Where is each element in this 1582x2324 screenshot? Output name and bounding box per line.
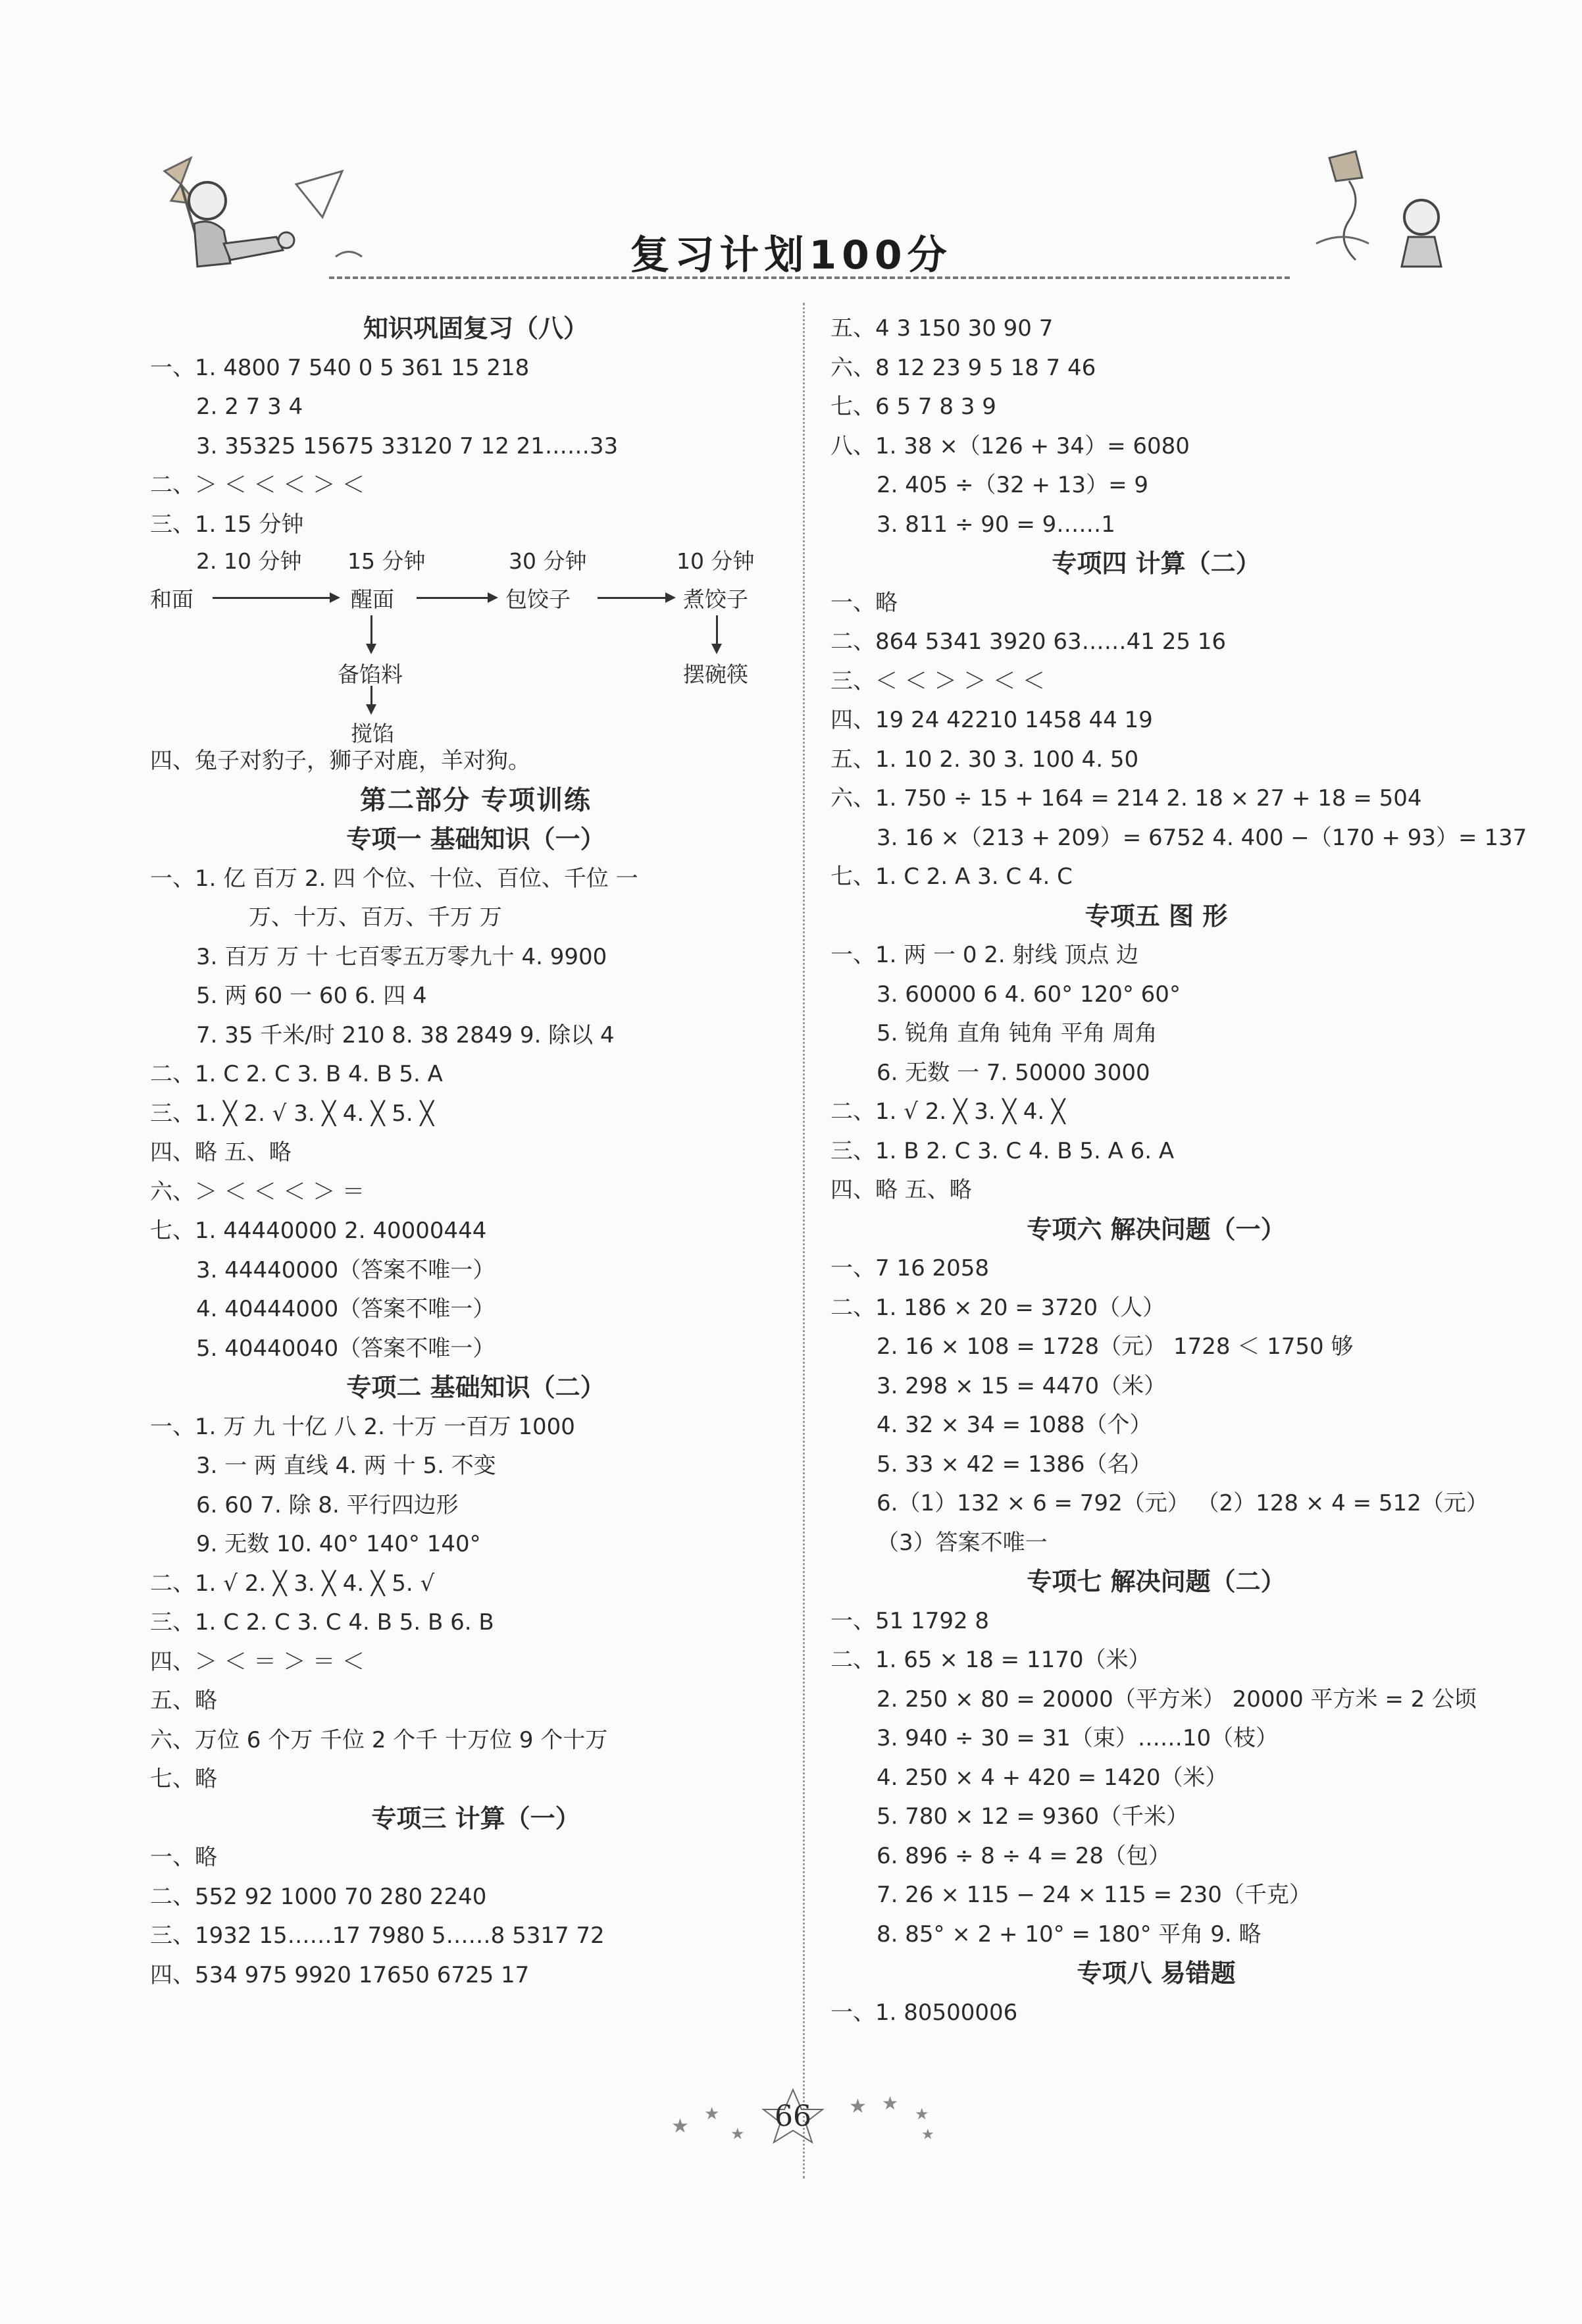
flow-time-label: 10 分钟 — [676, 548, 755, 574]
answer-line: 三、1. C 2. C 3. C 4. B 5. B 6. B — [150, 1609, 494, 1636]
answer-line: 6.（1）132 × 6 = 792（元） （2）128 × 4 = 512（元） — [877, 1490, 1489, 1516]
page-number: 66 — [775, 2100, 811, 2133]
answer-line: 3. 60000 6 4. 60° 120° 60° — [877, 981, 1181, 1008]
answer-line: 3. 16 ×（213 + 209）= 6752 4. 400 −（170 + 93）= 137 — [877, 824, 1527, 851]
section-heading: 知识巩固复习（八） — [363, 314, 588, 343]
answer-line: 二、864 5341 3920 63……41 25 16 — [830, 629, 1227, 655]
answer-line: 二、552 92 1000 70 280 2240 — [150, 1883, 487, 1910]
answer-line: 一、7 16 2058 — [830, 1255, 990, 1281]
flow-time-label: 15 分钟 — [347, 548, 426, 574]
flow-arrow — [417, 597, 496, 599]
answer-line: 六、8 12 23 9 5 18 7 46 — [830, 354, 1096, 381]
page-title: 复习计划100分 — [630, 232, 952, 278]
answer-line: 三、1. ╳ 2. √ 3. ╳ 4. ╳ 5. ╳ — [150, 1100, 434, 1127]
answer-line: 3. 44440000（答案不唯一） — [196, 1256, 496, 1283]
answer-line: 二、1. 186 × 20 = 3720（人） — [830, 1294, 1165, 1321]
answer-line: 六、万位 6 个万 千位 2 个千 十万位 9 个十万 — [150, 1726, 608, 1753]
answer-line: 四、兔子对豹子，狮子对鹿，羊对狗。 — [150, 748, 530, 774]
answer-line: 6. 60 7. 除 8. 平行四边形 — [196, 1491, 459, 1518]
answer-line: （3）答案不唯一 — [877, 1529, 1048, 1556]
right-column — [830, 309, 1527, 2032]
section-heading: 第二部分 专项训练 — [360, 785, 592, 815]
process-flow-diagram — [150, 544, 802, 746]
answer-line: 五、4 3 150 30 90 7 — [830, 315, 1054, 342]
answer-line: 四、略 五、略 — [830, 1177, 972, 1203]
answer-line: 5. 两 60 一 60 6. 四 4 — [196, 983, 427, 1009]
flow-step: 包饺子 — [505, 586, 571, 612]
svg-text:★: ★ — [921, 2127, 934, 2143]
answer-line: 八、1. 38 ×（126 + 34）= 6080 — [830, 432, 1190, 459]
flow-step: 煮饺子 — [683, 586, 748, 612]
answer-line: 七、略 — [150, 1766, 217, 1792]
answer-line: 七、1. C 2. A 3. C 4. C — [830, 864, 1073, 890]
header-divider — [329, 276, 1290, 279]
answer-line: 六、＞ ＜ ＜ ＜ ＞ ＝ — [150, 1178, 365, 1205]
answer-line: 七、1. 44440000 2. 40000444 — [150, 1218, 487, 1244]
flow-time-label: 2. 10 分钟 — [196, 548, 302, 574]
section-heading: 专项一 基础知识（一） — [346, 825, 605, 854]
answer-line: 一、1. 万 九 十亿 八 2. 十万 一百万 1000 — [150, 1413, 575, 1440]
answer-line: 二、1. √ 2. ╳ 3. ╳ 4. ╳ — [830, 1098, 1065, 1125]
section-heading: 专项八 易错题 — [1077, 1959, 1236, 1988]
flow-arrow — [370, 686, 372, 712]
answer-line: 一、略 — [830, 589, 898, 616]
answer-line: 五、1. 10 2. 30 3. 100 4. 50 — [830, 746, 1139, 773]
answer-line: 四、19 24 42210 1458 44 19 — [830, 707, 1153, 733]
answer-line: 二、1. C 2. C 3. B 4. B 5. A — [150, 1061, 443, 1087]
answer-line: 4. 250 × 4 + 420 = 1420（米） — [877, 1764, 1228, 1791]
answer-line: 3. 940 ÷ 30 = 31（束）……10（枝） — [877, 1725, 1279, 1751]
section-heading: 专项六 解决问题（一） — [1027, 1214, 1286, 1244]
answer-line: 9. 无数 10. 40° 140° 140° — [196, 1531, 481, 1557]
answer-line: 7. 35 千米/时 210 8. 38 2849 9. 除以 4 — [196, 1021, 615, 1048]
answer-line: 二、1. 65 × 18 = 1170（米） — [830, 1647, 1151, 1673]
section-heading: 专项七 解决问题（二） — [1027, 1567, 1286, 1596]
answer-line: 6. 无数 一 7. 50000 3000 — [877, 1059, 1150, 1086]
page-header — [0, 0, 1582, 283]
section-heading: 专项二 基础知识（二） — [346, 1373, 605, 1402]
section-heading: 专项三 计算（一） — [371, 1803, 580, 1833]
answer-line: 三、1932 15……17 7980 5……8 5317 72 — [150, 1923, 605, 1949]
flow-arrow — [213, 597, 338, 599]
answer-line: 3. 298 × 15 = 4470（米） — [877, 1372, 1167, 1399]
flow-step: 醒面 — [351, 586, 394, 612]
answer-line: 2. 2 7 3 4 — [196, 394, 303, 420]
answer-line: 4. 40444000（答案不唯一） — [196, 1296, 496, 1322]
svg-text:★: ★ — [882, 2092, 899, 2114]
answer-line: 一、1. 4800 7 540 0 5 361 15 218 — [150, 354, 530, 381]
answer-line: 七、6 5 7 8 3 9 — [830, 394, 996, 420]
flow-substep: 搅馅 — [351, 721, 394, 746]
answer-line: 5. 40440040（答案不唯一） — [196, 1335, 496, 1362]
answer-line: 四、＞ ＜ ＝ ＞ ＝ ＜ — [150, 1648, 365, 1675]
answer-line: 3. 一 两 直线 4. 两 十 5. 不变 — [196, 1453, 496, 1479]
flow-time-label: 30 分钟 — [509, 548, 587, 574]
svg-text:★: ★ — [730, 2125, 745, 2143]
answer-line: 万、十万、百万、千万 万 — [249, 904, 502, 931]
flow-step: 和面 — [150, 586, 193, 612]
answer-line: 2. 250 × 80 = 20000（平方米） 20000 平方米 = 2 公顷 — [877, 1686, 1477, 1713]
svg-text:★: ★ — [849, 2095, 867, 2118]
answer-line: 3. 35325 15675 33120 7 12 21……33 — [196, 432, 619, 459]
answer-line: 二、1. √ 2. ╳ 3. ╳ 4. ╳ 5. √ — [150, 1570, 435, 1597]
section-heading: 专项四 计算（二） — [1052, 549, 1261, 578]
answer-line: 2. 405 ÷（32 + 13）= 9 — [877, 472, 1148, 498]
answer-line: 7. 26 × 115 − 24 × 115 = 230（千克） — [877, 1882, 1312, 1908]
answer-line: 8. 85° × 2 + 10° = 180° 平角 9. 略 — [877, 1921, 1262, 1948]
answer-line: 3. 811 ÷ 90 = 9……1 — [877, 511, 1115, 538]
answer-line: 三、1. B 2. C 3. C 4. B 5. A 6. A — [830, 1137, 1175, 1164]
answer-line: 5. 780 × 12 = 9360（千米） — [877, 1803, 1189, 1830]
flow-arrow — [598, 597, 673, 599]
answer-line: 一、1. 80500006 — [830, 1999, 1018, 2026]
flow-arrow — [370, 615, 372, 652]
answer-line: 一、1. 两 一 0 2. 射线 顶点 边 — [830, 942, 1139, 968]
svg-text:★: ★ — [915, 2105, 929, 2123]
svg-text:★: ★ — [704, 2104, 720, 2124]
flow-substep: 备馅料 — [338, 661, 403, 687]
answer-line: 四、534 975 9920 17650 6725 17 — [150, 1961, 530, 1988]
left-column — [150, 309, 802, 1995]
answer-line: 5. 33 × 42 = 1386（名） — [877, 1451, 1152, 1478]
column-divider — [803, 303, 805, 2179]
answer-line: 一、51 1792 8 — [830, 1607, 990, 1634]
answer-line: 一、1. 亿 百万 2. 四 个位、十位、百位、千位 一 — [150, 865, 638, 892]
answer-line: 三、1. 15 分钟 — [150, 511, 304, 538]
svg-text:★: ★ — [671, 2115, 689, 2138]
answer-line: 六、1. 750 ÷ 15 + 164 = 214 2. 18 × 27 + 18 = 504 — [830, 785, 1422, 812]
answer-line: 三、＜ ＜ ＞ ＞ ＜ ＜ — [830, 667, 1046, 694]
answer-line: 四、略 五、略 — [150, 1139, 292, 1166]
answer-line: 二、＞ ＜ ＜ ＜ ＞ ＜ — [150, 472, 365, 498]
flow-substep: 摆碗筷 — [683, 661, 748, 687]
answer-line: 五、略 — [150, 1688, 217, 1714]
answer-line: 一、略 — [150, 1844, 217, 1871]
answer-line: 6. 896 ÷ 8 ÷ 4 = 28（包） — [877, 1842, 1171, 1869]
flow-arrow — [716, 615, 718, 652]
answer-line: 2. 16 × 108 = 1728（元） 1728 ＜ 1750 够 — [877, 1333, 1354, 1360]
answer-line: 3. 百万 万 十 七百零五万零九十 4. 9900 — [196, 943, 607, 970]
answer-line: 4. 32 × 34 = 1088（个） — [877, 1412, 1152, 1438]
section-heading: 专项五 图 形 — [1084, 901, 1228, 931]
answer-line: 5. 锐角 直角 钝角 平角 周角 — [877, 1020, 1158, 1046]
